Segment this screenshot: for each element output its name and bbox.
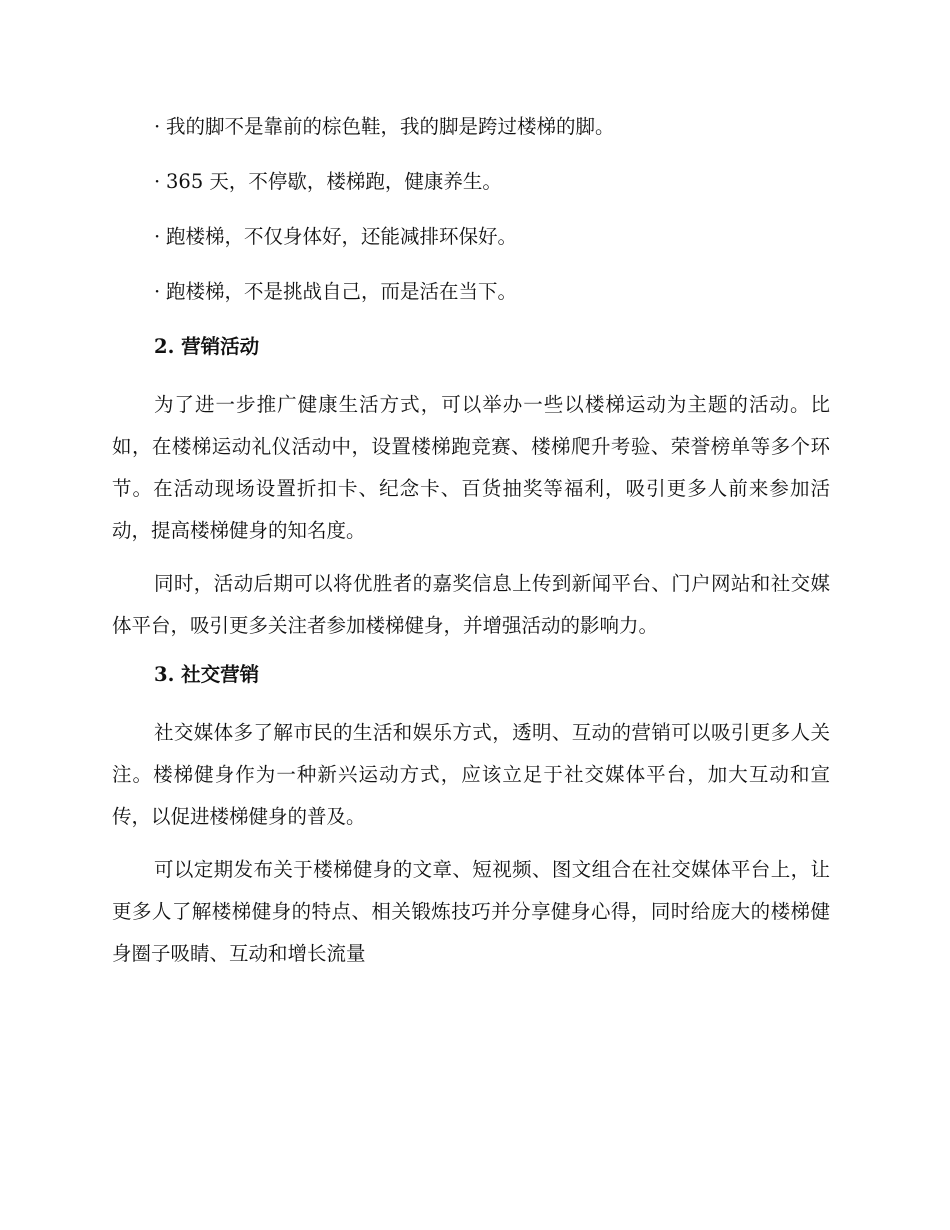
slogan-bullet-4 (154, 275, 830, 309)
bullet-marker: · (154, 170, 161, 193)
paragraph-social-marketing-1: 社交媒体多了解市民的生活和娱乐方式，透明、互动的营销可以吸引更多人关注。楼梯健身作为一种新兴运动方式，应该立足于社交媒体平台，加大互动和宣传，以促进楼梯健身的普及。 (112, 721, 830, 828)
paragraph-marketing-events-2: 同时，活动后期可以将优胜者的嘉奖信息上传到新闻平台、门户网站和社交媒体平台，吸引更多关注者参加楼梯健身，并增强活动的影响力。 (112, 572, 830, 637)
slogan-text: 跑楼梯，不仅身体好，还能减排环保好。 (166, 225, 518, 248)
slogan-text: 365 天，不停歇，楼梯跑，健康养生。 (166, 170, 502, 193)
slogan-text: 我的脚不是靠前的棕色鞋，我的脚是跨过楼梯的脚。 (166, 115, 615, 138)
bullet-marker: · (154, 115, 161, 138)
paragraph-social-marketing-2: 可以定期发布关于楼梯健身的文章、短视频、图文组合在社交媒体平台上，让更多人了解楼梯健身的特点、相关锻炼技巧并分享健身心得，同时给庞大的楼梯健身圈子吸睛、互动和增长流量 (112, 858, 830, 965)
slogan-text: 跑楼梯，不是挑战自己，而是活在当下。 (166, 280, 518, 303)
section-heading-marketing-events: 2. 营销活动 (154, 335, 260, 358)
section-heading-social-marketing: 3. 社交营销 (154, 663, 260, 686)
paragraph-marketing-events-1: 为了进一步推广健康生活方式，可以举办一些以楼梯运动为主题的活动。比如，在楼梯运动礼仪活动中，设置楼梯跑竞赛、楼梯爬升考验、荣誉榜单等多个环节。在活动现场设置折扣卡、纪念卡、百货抽奖等福利，吸引更多人前来参加活动，提高楼梯健身的知名度。 (112, 393, 830, 542)
bullet-marker: · (154, 280, 161, 303)
document-content (112, 110, 830, 986)
slogan-bullet-3 (154, 220, 830, 254)
bullet-marker: · (154, 225, 161, 248)
slogan-bullet-2 (154, 165, 830, 199)
slogan-bullet-1 (154, 110, 830, 144)
